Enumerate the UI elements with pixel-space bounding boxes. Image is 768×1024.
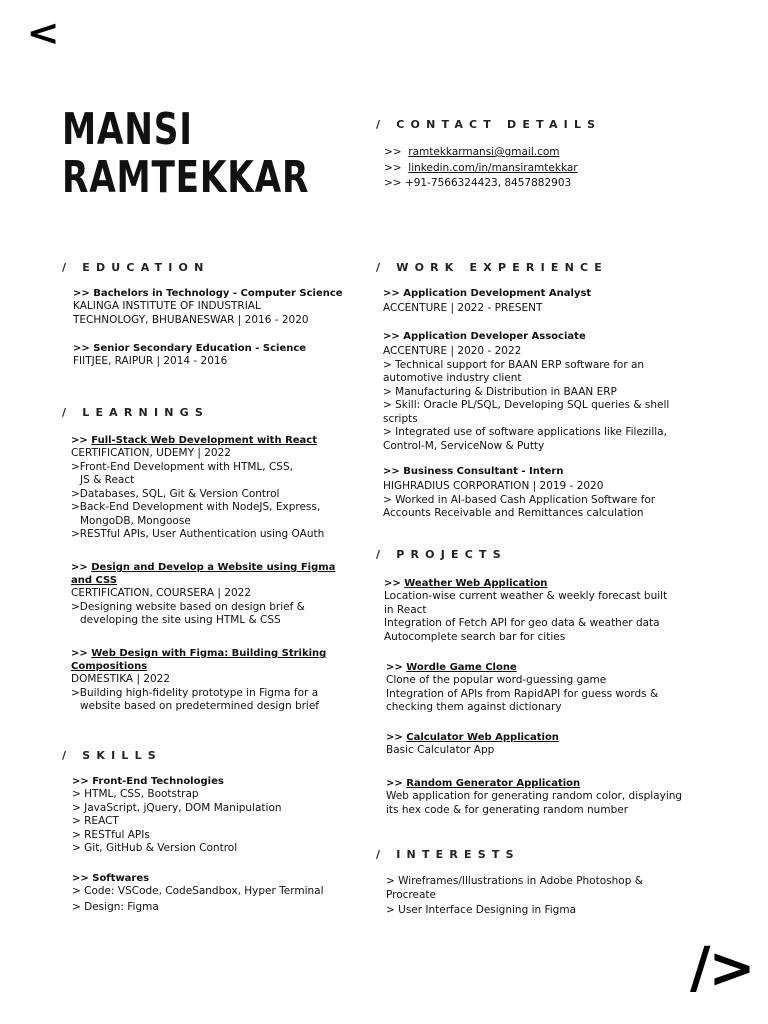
education-heading: >> Bachelors in Technology - Computer Science — [73, 288, 343, 299]
contact-prefix: >> — [384, 146, 402, 158]
skill-item: > HTML, CSS, Bootstrap — [72, 788, 199, 800]
interest-item: > Wireframes/Illustrations in Adobe Photoshop & — [386, 875, 643, 887]
project-link[interactable]: Random Generator Application — [406, 778, 581, 789]
learning-org: CERTIFICATION, COURSERA | 2022 — [71, 587, 252, 599]
contact-section-title: / CONTACT DETAILS — [376, 118, 602, 131]
work-detail: scripts — [383, 412, 418, 425]
learning-bullet-cont: website based on predetermined design brief — [80, 700, 319, 712]
learning-prefix: >> — [71, 562, 92, 573]
education-item — [73, 287, 343, 327]
email-link[interactable]: ramtekkarmansi@gmail.com — [408, 146, 560, 158]
education-line: TECHNOLOGY, BHUBANESWAR | 2016 - 2020 — [73, 313, 309, 326]
course-link[interactable]: Web Design with Figma: Building Striking — [91, 648, 327, 659]
education-heading: >> Senior Secondary Education - Science — [73, 343, 307, 354]
skill-item: > Code: VSCode, CodeSandbox, Hyper Terminal — [72, 885, 324, 897]
work-detail: > Manufacturing & Distribution in BAAN ERP — [383, 385, 617, 398]
education-line: KALINGA INSTITUTE OF INDUSTRIAL — [73, 300, 261, 312]
skill-item: > JavaScript, jQuery, DOM Manipulation — [72, 801, 282, 814]
project-detail: Clone of the popular word-guessing game — [386, 674, 607, 686]
work-item — [383, 287, 591, 316]
course-link[interactable]: Compositions — [71, 661, 148, 672]
course-link[interactable]: Design and Develop a Website using Figma — [91, 562, 336, 573]
closing-tag-logo-icon: /> — [690, 936, 754, 1001]
course-link[interactable]: and CSS — [71, 575, 117, 586]
resume-name — [62, 106, 309, 202]
project-heading — [386, 777, 682, 790]
work-detail: > Worked in AI-based Cash Application Software for — [383, 493, 656, 506]
contact-list — [384, 145, 578, 192]
work-detail: Control-M, ServiceNow & Putty — [383, 439, 545, 452]
education-line: FIITJEE, RAIPUR | 2014 - 2016 — [73, 355, 228, 367]
project-detail: Integration of Fetch API for geo data & weather data — [384, 617, 660, 629]
project-heading — [386, 731, 559, 744]
contact-prefix: >> — [384, 161, 402, 174]
learning-item — [71, 434, 324, 542]
project-item — [386, 731, 559, 758]
skills-section-title: / SKILLS — [62, 749, 162, 762]
skills-heading: >> Front-End Technologies — [72, 776, 224, 787]
skills-group — [72, 775, 282, 856]
phone-number: +91-7566324423, 8457882903 — [404, 177, 572, 189]
skill-item: > REACT — [72, 815, 119, 827]
project-item — [384, 577, 667, 644]
learning-bullet: >Building high-fidelity prototype in Figma for a — [71, 686, 319, 699]
learning-bullet: >RESTful APIs, User Authentication using OAuth — [71, 528, 325, 540]
work-detail: > Integrated use of software applications like Filezilla, — [383, 426, 667, 438]
project-prefix: >> — [386, 662, 407, 673]
project-detail: Location-wise current weather & weekly forecast built — [384, 590, 668, 602]
work-heading: >> Application Development Analyst — [383, 288, 592, 299]
project-prefix: >> — [386, 732, 407, 743]
work-org: ACCENTURE | 2020 - 2022 — [383, 345, 522, 357]
course-link[interactable]: Full-Stack Web Development with React — [91, 435, 318, 446]
skill-item: > Design: Figma — [72, 900, 159, 913]
project-detail: checking them against dictionary — [386, 701, 562, 713]
project-detail: in React — [384, 603, 427, 616]
interests-list — [386, 875, 643, 918]
work-heading: >> Application Developer Associate — [383, 331, 586, 342]
work-org: ACCENTURE | 2022 - PRESENT — [383, 302, 543, 314]
project-detail: Web application for generating random color, displaying — [386, 790, 683, 802]
learning-heading — [71, 647, 326, 660]
skill-item: > RESTful APIs — [72, 828, 150, 841]
project-detail: Basic Calculator App — [386, 744, 495, 756]
learning-bullet-cont: MongoDB, Mongoose — [80, 514, 191, 527]
work-heading: >> Business Consultant - Intern — [383, 466, 564, 477]
project-item — [386, 661, 658, 715]
work-org: HIGHRADIUS CORPORATION | 2019 - 2020 — [383, 480, 604, 492]
interest-item: > User Interface Designing in Figma — [386, 904, 577, 916]
learning-heading — [71, 434, 324, 447]
project-link[interactable]: Weather Web Application — [404, 578, 548, 589]
project-prefix: >> — [384, 578, 405, 589]
learning-bullet: >Designing website based on design brief & — [71, 600, 305, 613]
learning-bullet-cont: JS & React — [80, 474, 135, 486]
learning-org: CERTIFICATION, UDEMY | 2022 — [71, 447, 231, 459]
project-link[interactable]: Calculator Web Application — [406, 732, 559, 743]
angle-bracket-logo-icon: < — [26, 13, 60, 54]
project-heading — [386, 661, 658, 674]
work-item — [383, 330, 669, 453]
learning-heading-cont — [71, 574, 335, 587]
project-heading — [384, 577, 667, 590]
skill-item: > Git, GitHub & Version Control — [72, 842, 238, 854]
learning-item — [71, 561, 335, 628]
project-prefix: >> — [386, 778, 407, 789]
learning-bullet: >Front-End Development with HTML, CSS, — [71, 460, 293, 473]
learning-bullet: >Databases, SQL, Git & Version Control — [71, 487, 280, 500]
education-section-title: / EDUCATION — [62, 261, 210, 274]
project-detail: its hex code & for generating random number — [386, 803, 629, 816]
learning-prefix: >> — [71, 435, 92, 446]
contact-email-row — [384, 145, 578, 161]
work-section-title: / WORK EXPERIENCE — [376, 261, 608, 274]
learning-heading-cont — [71, 660, 326, 673]
learning-bullet: >Back-End Development with NodeJS, Express, — [71, 501, 321, 513]
education-item — [73, 342, 306, 369]
learning-bullet-cont: developing the site using HTML & CSS — [80, 614, 281, 626]
work-detail: Accounts Receivable and Remittances calculation — [383, 507, 644, 519]
work-detail: > Skill: Oracle PL/SQL, Developing SQL queries & shell — [383, 399, 670, 411]
learning-prefix: >> — [71, 648, 92, 659]
learning-item — [71, 647, 326, 714]
linkedin-link[interactable]: linkedin.com/in/mansiramtekkar — [408, 161, 578, 174]
project-link[interactable]: Wordle Game Clone — [406, 662, 517, 673]
last-name: RAMTEKKAR — [62, 152, 310, 203]
contact-linkedin-row — [384, 161, 578, 177]
learning-heading — [71, 561, 335, 574]
contact-phone-row — [384, 176, 578, 192]
project-detail: Integration of APIs from RapidAPI for guess words & — [386, 687, 659, 700]
work-detail: > Technical support for BAAN ERP software for an — [383, 358, 645, 371]
work-item — [383, 465, 655, 521]
learnings-section-title: / LEARNINGS — [62, 406, 210, 419]
work-detail: automotive industry client — [383, 372, 522, 384]
contact-prefix: >> — [384, 177, 402, 189]
first-name: MANSI — [62, 104, 193, 155]
skills-heading: >> Softwares — [72, 873, 150, 884]
skills-group — [72, 872, 324, 914]
project-item — [386, 777, 682, 817]
projects-section-title: / PROJECTS — [376, 548, 507, 561]
learning-org: DOMESTIKA | 2022 — [71, 673, 171, 685]
interest-item-cont: Procreate — [386, 888, 436, 901]
interests-section-title: / INTERESTS — [376, 848, 520, 861]
project-detail: Autocomplete search bar for cities — [384, 630, 566, 643]
